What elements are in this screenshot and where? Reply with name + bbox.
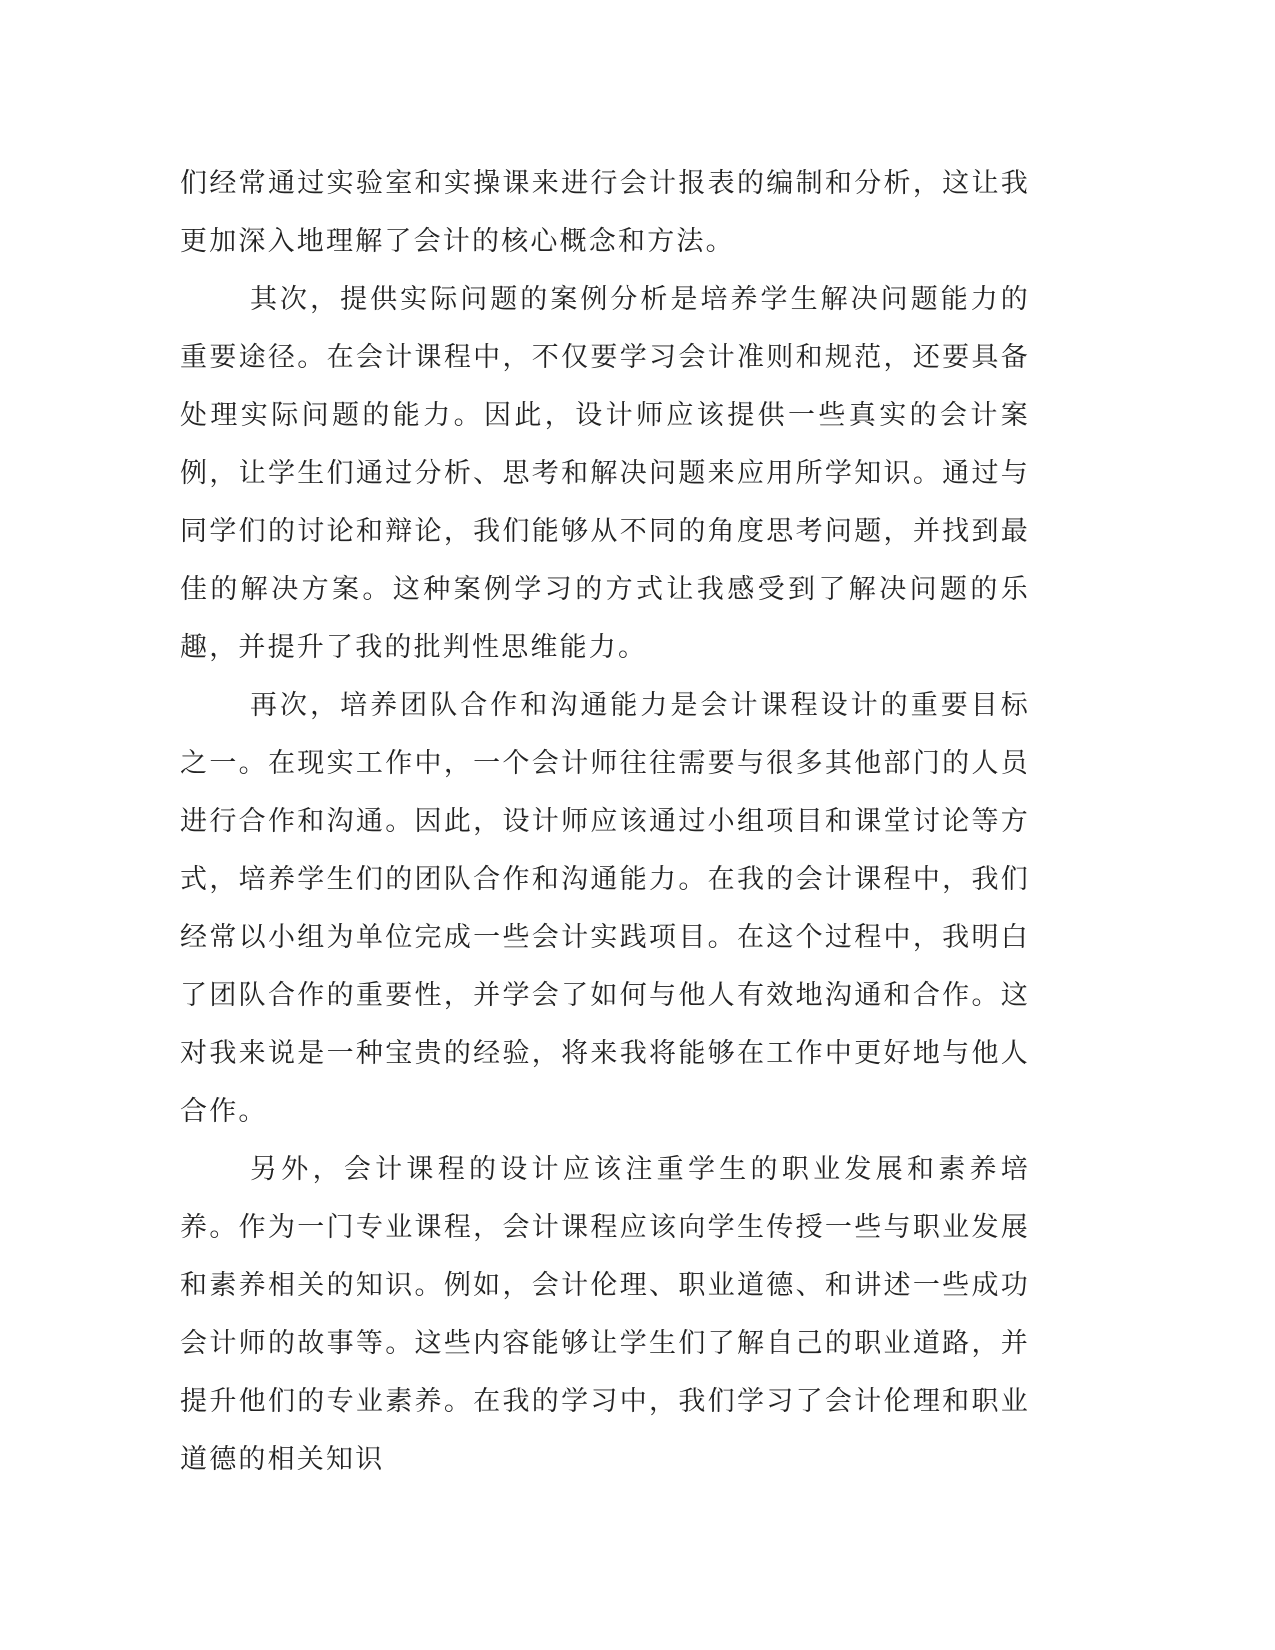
- document-body: [180, 155, 1030, 1489]
- paragraph-teamwork: 再次，培养团队合作和沟通能力是会计课程设计的重要目标之一。在现实工作中，一个会计师往往需要与很多其他部门的人员进行合作和沟通。因此，设计师应该通过小组项目和课堂讨论等方式，培养学生们的团队合作和沟通能力。在我的会计课程中，我们经常以小组为单位完成一些会计实践项目。在这个过程中，我明白了团队合作的重要性，并学会了如何与他人有效地沟通和合作。这对我来说是一种宝贵的经验，将来我将能够在工作中更好地与他人合作。: [180, 690, 1030, 1127]
- paragraph-case-analysis: 其次，提供实际问题的案例分析是培养学生解决问题能力的重要途径。在会计课程中，不仅要学习会计准则和规范，还要具备处理实际问题的能力。因此，设计师应该提供一些真实的会计案例，让学生们通过分析、思考和解决问题来应用所学知识。通过与同学们的讨论和辩论，我们能够从不同的角度思考问题，并找到最佳的解决方案。这种案例学习的方式让我感受到了解决问题的乐趣，并提升了我的批判性思维能力。: [180, 284, 1030, 663]
- paragraph-career-development: 另外，会计课程的设计应该注重学生的职业发展和素养培养。作为一门专业课程，会计课程应该向学生传授一些与职业发展和素养相关的知识。例如，会计伦理、职业道德、和讲述一些成功会计师的故事等。这些内容能够让学生们了解自己的职业道路，并提升他们的专业素养。在我的学习中，我们学习了会计伦理和职业道德的相关知识: [180, 1154, 1030, 1475]
- paragraph-continuation: 们经常通过实验室和实操课来进行会计报表的编制和分析，这让我更加深入地理解了会计的核心概念和方法。: [180, 168, 1030, 257]
